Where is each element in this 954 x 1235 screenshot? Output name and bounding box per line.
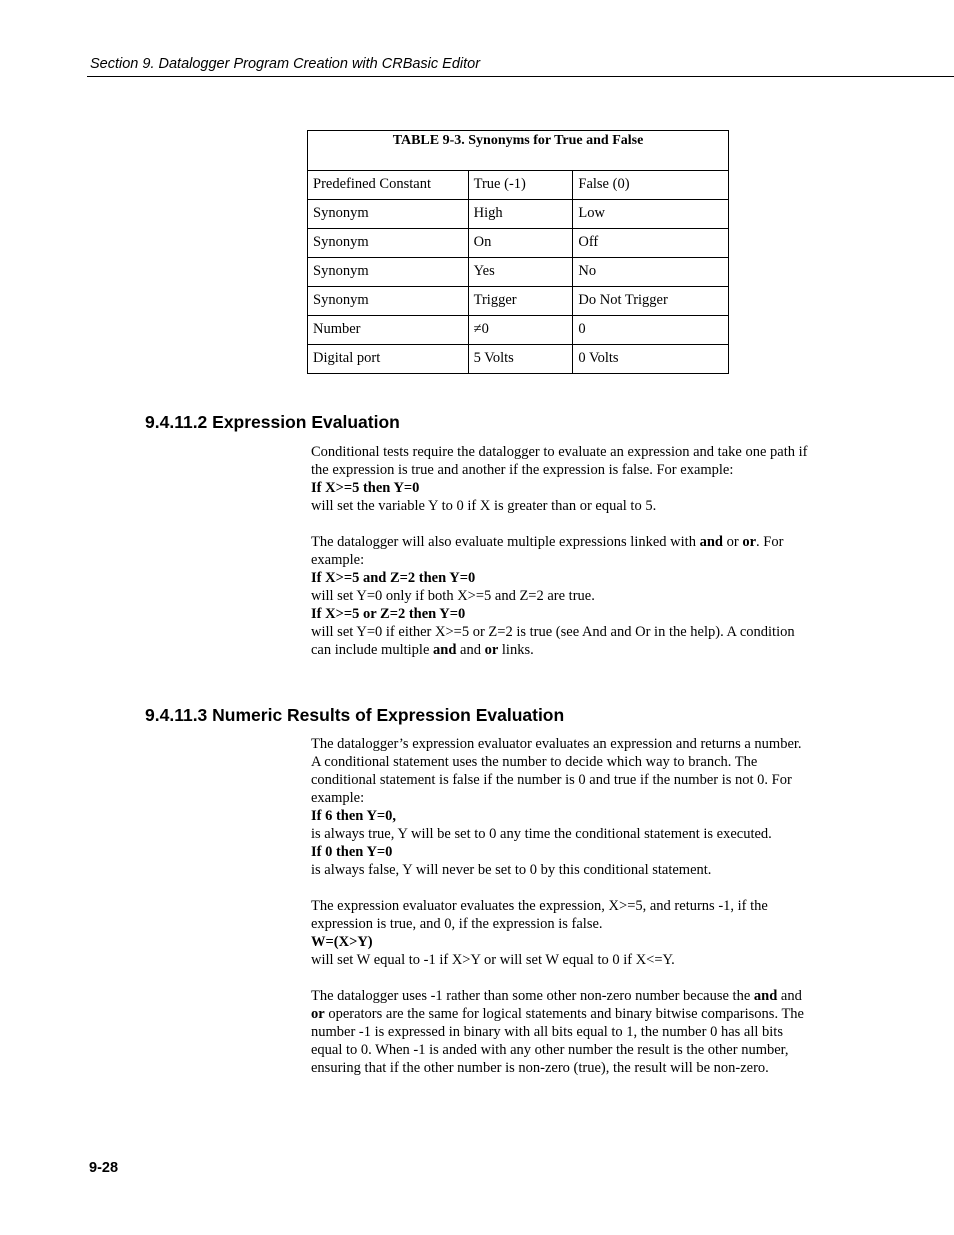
table-cell: False (0) xyxy=(573,171,729,200)
code-example: If 6 then Y=0, xyxy=(311,808,397,824)
table-cell: High xyxy=(468,200,573,229)
paragraph: will set the variable Y to 0 if X is greater than or equal to 5. xyxy=(311,498,657,514)
table-row xyxy=(308,171,729,200)
paragraph: will set Y=0 if either X>=5 or Z=2 is true (see And and Or in the help). A condition can include multiple and and or links. xyxy=(311,624,795,658)
paragraph: will set Y=0 only if both X>=5 and Z=2 are true. xyxy=(311,588,595,604)
table-cell: Low xyxy=(573,200,729,229)
table-cell: Yes xyxy=(468,258,573,287)
section-heading-expression-evaluation: 9.4.11.2 Expression Evaluation xyxy=(145,412,400,432)
paragraph: will set W equal to -1 if X>Y or will set W equal to 0 if X<=Y. xyxy=(311,952,675,968)
table-row xyxy=(308,287,729,316)
table-cell: Synonym xyxy=(308,229,469,258)
code-example: If X>=5 and Z=2 then Y=0 xyxy=(311,570,476,586)
table-row xyxy=(308,200,729,229)
table-cell: Number xyxy=(308,316,469,345)
paragraph: The datalogger’s expression evaluator evaluates an expression and returns a number. A conditional statement uses the number to decide which way to branch. The conditional statement is false if the number is 0 and true if the number is not 0. For example: xyxy=(311,736,802,806)
table-cell: 0 xyxy=(573,316,729,345)
code-example: W=(X>Y) xyxy=(311,934,373,950)
paragraph: Conditional tests require the datalogger to evaluate an expression and take one path if the expression is true and another if the expression is false. For example: xyxy=(311,444,808,478)
paragraph: is always false, Y will never be set to 0 by this conditional statement. xyxy=(311,862,712,878)
table-cell: Trigger xyxy=(468,287,573,316)
table-cell: Digital port xyxy=(308,345,469,374)
table-cell: Do Not Trigger xyxy=(573,287,729,316)
table-row xyxy=(308,345,729,374)
table-cell: 5 Volts xyxy=(468,345,573,374)
table-cell: No xyxy=(573,258,729,287)
table-cell: True (-1) xyxy=(468,171,573,200)
table-row xyxy=(308,316,729,345)
paragraph: The datalogger uses -1 rather than some other non-zero number because the and and or operators are the same for logical statements and binary bitwise comparisons. The number -1 is expressed in binary with all bits equal to 1, the number 0 has all bits equal to 0. When -1 is anded with any other number the result is the other number, ensuring that if the other number is non-zero (true), the result will be non-zero. xyxy=(311,988,804,1076)
header-rule xyxy=(87,76,954,77)
synonyms-table xyxy=(307,130,729,374)
paragraph: The expression evaluator evaluates the expression, X>=5, and returns -1, if the expression is true, and 0, if the expression is false. xyxy=(311,898,768,932)
table-cell: Synonym xyxy=(308,258,469,287)
code-example: If X>=5 then Y=0 xyxy=(311,480,420,496)
page-number: 9-28 xyxy=(89,1160,119,1176)
table-cell: Off xyxy=(573,229,729,258)
table-row xyxy=(308,258,729,287)
table-caption: TABLE 9-3. Synonyms for True and False xyxy=(308,131,729,171)
table-row xyxy=(308,229,729,258)
table-cell: On xyxy=(468,229,573,258)
table-cell: Predefined Constant xyxy=(308,171,469,200)
paragraph: is always true, Y will be set to 0 any time the conditional statement is executed. xyxy=(311,826,772,842)
section-heading-numeric-results: 9.4.11.3 Numeric Results of Expression Evaluation xyxy=(145,705,565,725)
section1-body xyxy=(311,443,811,659)
code-example: If 0 then Y=0 xyxy=(311,844,393,860)
table-cell: 0 Volts xyxy=(573,345,729,374)
table-cell: ≠0 xyxy=(468,316,573,345)
table-cell: Synonym xyxy=(308,287,469,316)
running-header: Section 9. Datalogger Program Creation with CRBasic Editor xyxy=(90,56,481,72)
table-cell: Synonym xyxy=(308,200,469,229)
paragraph: The datalogger will also evaluate multiple expressions linked with and or or. For example: xyxy=(311,534,784,568)
code-example: If X>=5 or Z=2 then Y=0 xyxy=(311,606,466,622)
section2-body xyxy=(311,735,811,1077)
